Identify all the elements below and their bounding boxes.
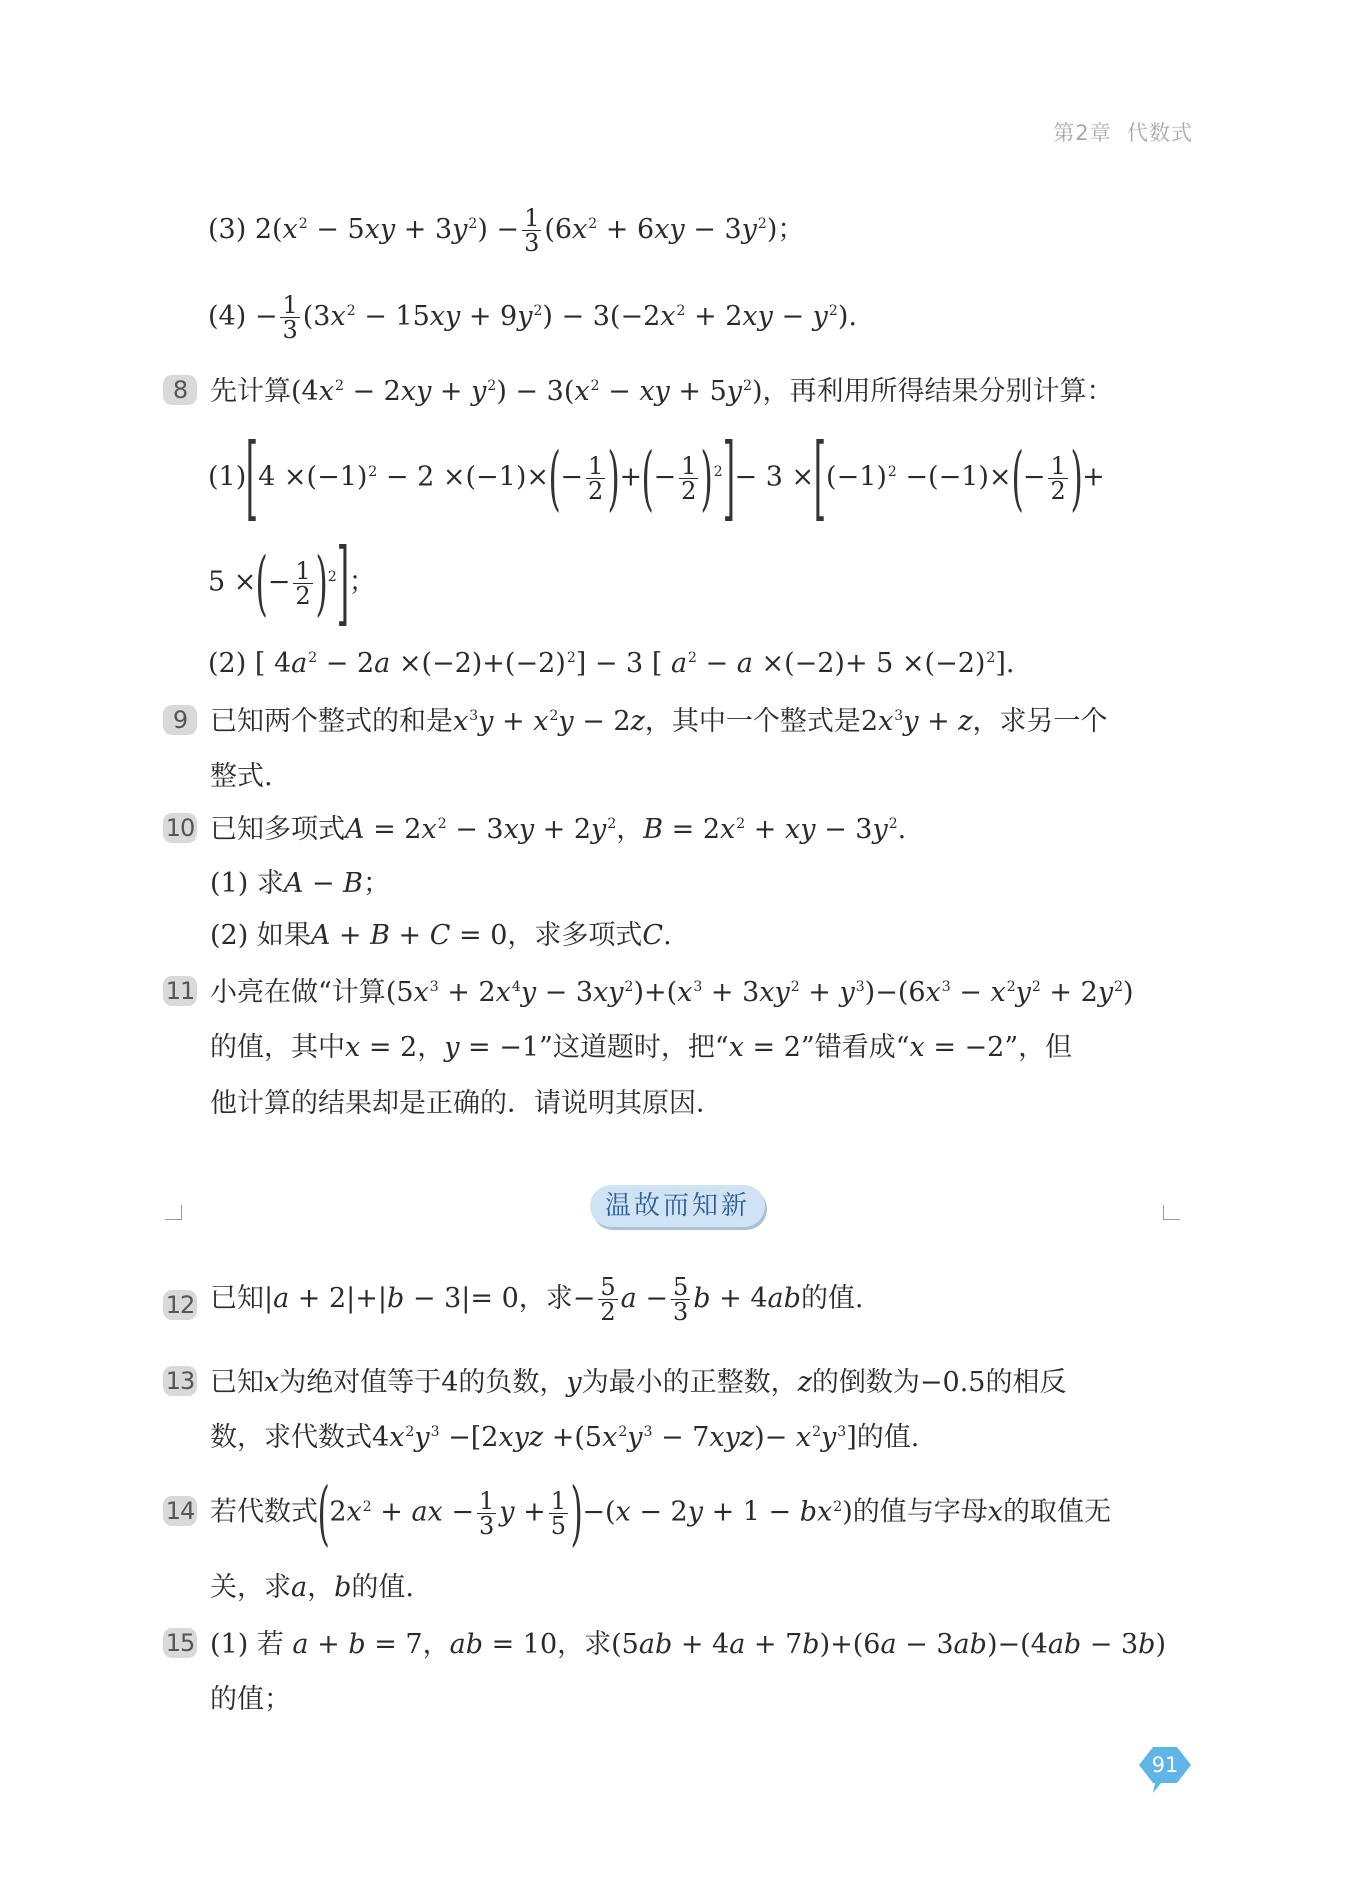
question-number-badge: 10 [163, 813, 197, 843]
chapter-header [1053, 117, 1193, 147]
q11-line1: 小亮在做“计算$(5x^3 + 2x^4y - 3xy^2)+(x^3 + 3xy^2 + y^3)-(6x^3 - x^2y^2 + 2y^2)$ [210, 977, 1134, 1008]
q7-part4: (4) − $\frac{1}{3}$ $(3x^2 - 15xy + 9y^2) - 3(-2x^2 + 2xy - y^2)$. [208, 291, 857, 344]
question-number-badge: 8 [163, 375, 197, 405]
q13-line1: 已知x为绝对值等于4的负数，y为最小的正整数，z的倒数为−0.5的相反 [210, 1367, 1067, 1398]
question-number-badge: 9 [163, 705, 197, 735]
section-label: 温故而知新 [590, 1185, 765, 1227]
q13-line2: 数，求代数式$4x^2y^3 -[2xyz +(5x^2y^3 - 7xyz)- x^2y^3]$的值. [210, 1422, 920, 1453]
question-number-badge: 13 [163, 1366, 197, 1396]
q14-line1: 若代数式($2x^2$ + ax − $\frac{1}{3}$ y + $\frac{1}{5}$ )$-(x - 2y + 1 - bx^2)$的值与字母x的取值无 [210, 1472, 1111, 1554]
crop-mark-right [1163, 1205, 1180, 1220]
question-number-badge: 12 [163, 1290, 197, 1320]
q11-line2: 的值，其中x = 2，y = −1”这道题时，把“x = 2”错看成“x = −2”，但 [210, 1032, 1073, 1063]
chapter-number: 第2章 [1053, 121, 1112, 145]
crop-mark-left [165, 1205, 182, 1220]
q15-line2: 的值； [210, 1684, 291, 1715]
q10-part2: (2) 如果A + B + C = 0，求多项式C. [210, 920, 672, 951]
q9-line2: 整式. [210, 761, 273, 792]
q8-part1-line1: $(1)[4 \times(-1)^2 - 2 \times(-1)\times(-$ $\frac{1}{2}$ )+(− $\frac{1}{2}$ )$^2]- 3 \times[(-1)^2 -(-1)\times(-$ $\frac{1}{2}$ )+ [208, 424, 1105, 531]
chapter-title: 代数式 [1127, 121, 1193, 145]
q7-part3: (3) $2(x^2 - 5xy + 3y^2)$ − $\frac{1}{3}$ $(6x^2 + 6xy - 3y^2)$； [208, 204, 805, 257]
q8-part1-line2: 5 ×(− $\frac{1}{2}$ )$^2$]； [208, 529, 376, 636]
question-number-badge: 15 [163, 1628, 197, 1658]
q11-line3: 他计算的结果却是正确的．请说明其原因． [210, 1088, 723, 1119]
q15-line1: (1) 若 a + b = 7，ab = 10，求(5ab + 4a + 7b)+(6a − 3ab)−(4ab − 3b) [210, 1629, 1167, 1660]
q14-line2: 关，求a，b的值. [210, 1572, 414, 1603]
q8-stem: 先计算$(4x^2 - 2xy + y^2) - 3(x^2$ − xy + $5y^2$)，再利用所得结果分别计算： [210, 376, 1114, 407]
q8-part2: (2) [ $4a^2 - 2a \times(-2)+(-2)^2] - 3$ [ $a^2 - a \times(-2)+ 5 \times(-2)^2$]. [208, 648, 1015, 679]
q12-line: 已知|a + 2|+|b − 3|= 0，求− $\frac{5}{2}$ a − $\frac{5}{3}$ b + 4ab的值. [210, 1273, 864, 1326]
q10-stem: 已知多项式$A = 2x^2 - 3xy + 2y^2$，$B = 2x^2$ + xy − $3y^2$. [210, 814, 907, 845]
question-number-badge: 11 [163, 976, 197, 1006]
question-number-badge: 14 [163, 1496, 197, 1526]
q10-part1: (1) 求A − B； [210, 868, 390, 899]
page-number-badge [1137, 1745, 1193, 1795]
q9-line1: 已知两个整式的和是$x^3y + x^2y - 2z$，其中一个整式是$2x^3y + z$，求另一个 [210, 706, 1108, 737]
page-number: 91 [1151, 1753, 1179, 1777]
